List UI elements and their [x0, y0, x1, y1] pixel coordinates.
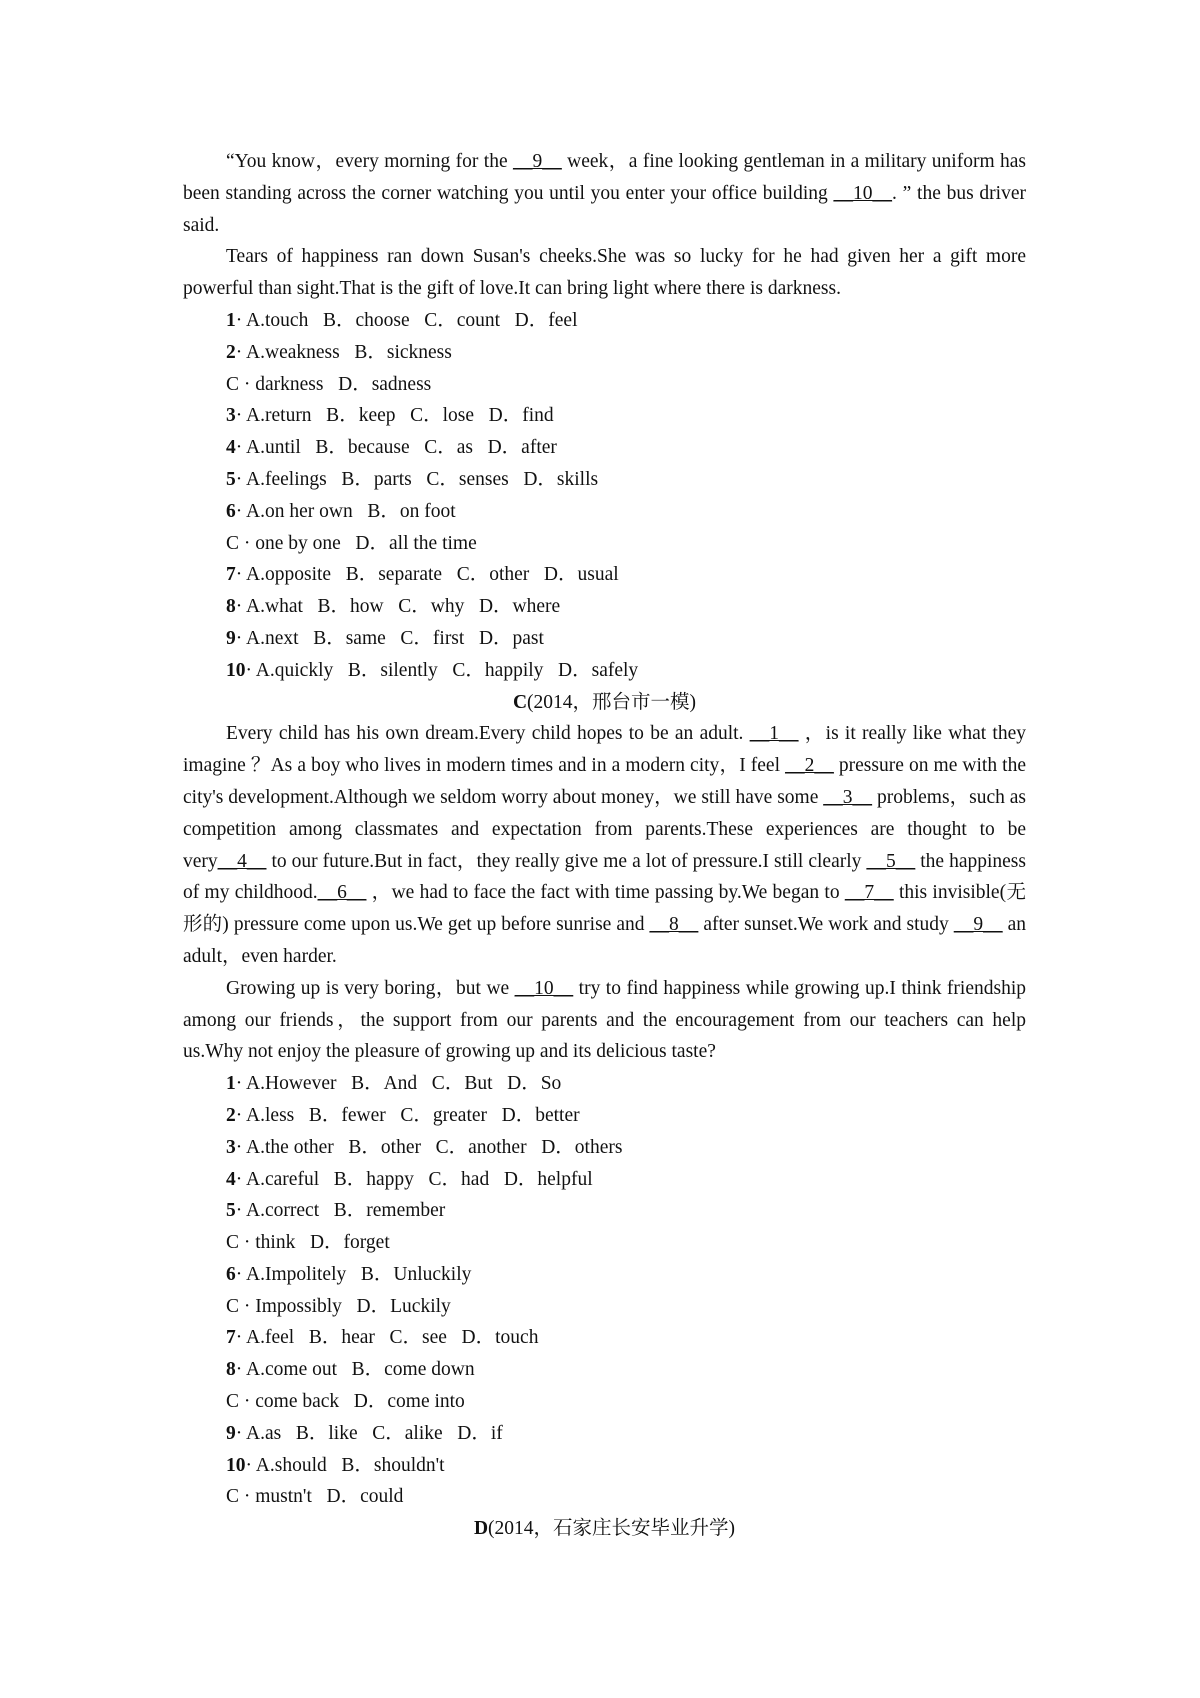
option-row-continued [226, 1227, 1026, 1259]
option-row [226, 591, 1026, 623]
option-text: · A.correct B．remember [235, 1200, 446, 1222]
option-text: · A.what B．how C．why D．where [235, 596, 561, 618]
blank-10: __10__ [833, 182, 892, 204]
option-text: · A.until B．because C．as D．after [235, 437, 557, 459]
option-text: · A.less B．fewer C．greater D．better [235, 1104, 580, 1126]
option-number: 8 [226, 1359, 236, 1381]
option-number: 2 [226, 1104, 236, 1126]
passage-c-options [183, 1068, 1026, 1513]
text-run: “You know，every morning for the [226, 151, 513, 172]
text-run: Every child has his own dream.Every child hopes to be an adult. [226, 723, 750, 745]
option-row-continued [226, 369, 1026, 401]
blank-6: __6__ [317, 882, 367, 904]
option-text: · A.touch B．choose C．count D．feel [235, 309, 578, 331]
option-number: 10 [226, 1454, 246, 1476]
option-text: C · Impossibly D．Luckily [226, 1295, 451, 1317]
option-row [226, 623, 1026, 655]
option-number: 6 [226, 500, 236, 522]
text-run: an adult，even harder. [183, 914, 1026, 967]
option-row [226, 655, 1026, 687]
option-text: · A.Impolitely B．Unluckily [235, 1263, 472, 1285]
section-c-heading [183, 687, 1026, 719]
option-row-continued [226, 1481, 1026, 1513]
option-row [226, 1259, 1026, 1291]
option-number: 5 [226, 468, 236, 490]
option-row [226, 1450, 1026, 1482]
option-number: 9 [226, 627, 236, 649]
option-row [226, 1322, 1026, 1354]
section-letter: C [512, 691, 528, 713]
text-run: . ” the bus driver said. [183, 182, 1026, 236]
option-row [226, 1195, 1026, 1227]
option-text: C · think D．forget [226, 1232, 390, 1254]
blank-1: __1__ [749, 723, 799, 745]
option-text: · A.next B．same C．first D．past [235, 627, 544, 649]
option-text: · A.weakness B．sickness [235, 341, 452, 363]
text-run: the happiness of my childhood. [183, 850, 1026, 904]
option-text: · A.quickly B．silently C．happily D．safely [245, 659, 639, 681]
option-row [226, 1418, 1026, 1450]
section-d-heading [183, 1513, 1026, 1545]
passage-c-paragraph-2 [183, 973, 1026, 1068]
option-row [226, 1100, 1026, 1132]
option-row-continued [226, 528, 1026, 560]
option-text: · A.careful B．happy C．had D．helpful [235, 1168, 593, 1190]
blank-5: __5__ [866, 850, 916, 872]
text-run: ，we had to face the fact with time passing by.We began to [366, 882, 845, 904]
option-text: · A.However B．And C．But D．So [235, 1073, 562, 1095]
option-text: C · come back D．come into [226, 1391, 465, 1413]
option-number: 1 [226, 1073, 236, 1095]
blank-2: __2__ [785, 755, 834, 777]
option-row [226, 1354, 1026, 1386]
option-text: · A.on her own B．on foot [235, 500, 456, 522]
option-number: 3 [226, 405, 236, 427]
blank-9: __9__ [513, 151, 562, 172]
option-number: 3 [226, 1136, 236, 1158]
option-number: 5 [226, 1200, 236, 1222]
text-run: problems，such as competition among classmates and expectation from parents.These experiences are thought to be very [183, 786, 1027, 872]
option-text: C · one by one D．all the time [226, 532, 477, 554]
document-page [183, 146, 1026, 1545]
blank-3: __3__ [823, 786, 873, 808]
option-row [226, 496, 1026, 528]
passage-c-paragraph-1 [183, 718, 1026, 972]
blank-9: __9__ [953, 914, 1003, 936]
text-run: ，is it really like what they imagine ？As a boy who lives in modern times and in a modern city，I feel [183, 723, 1026, 777]
option-number: 1 [226, 309, 236, 331]
option-row [226, 1164, 1026, 1196]
option-row-continued [226, 1386, 1026, 1418]
option-text: · A.should B．shouldn't [245, 1454, 445, 1476]
option-number: 2 [226, 341, 236, 363]
text-run: after sunset.We work and study [698, 914, 954, 936]
text-run: this invisible(无形的) pressure come upon us.We get up before sunrise and [183, 882, 1026, 936]
section-source: (2014，石家庄长安毕业升学) [488, 1518, 736, 1540]
text-run: Growing up is very boring，but we [226, 977, 515, 999]
option-row [226, 559, 1026, 591]
passage-b-options [183, 305, 1026, 687]
text-run: to our future.But in fact，they really give me a lot of pressure.I still clearly [266, 850, 867, 872]
blank-4: __4__ [217, 850, 267, 872]
option-number: 8 [226, 596, 236, 618]
option-text: C · darkness D．sadness [226, 373, 432, 395]
option-row [226, 1132, 1026, 1164]
option-number: 4 [226, 1168, 236, 1190]
option-number: 10 [226, 659, 246, 681]
option-row-continued [226, 1291, 1026, 1323]
text-run: week，a fine looking gentleman in a military uniform has been standing across the corner watching you until you enter your office building [183, 151, 1027, 204]
option-row [226, 464, 1026, 496]
option-row [226, 1068, 1026, 1100]
blank-10: __10__ [514, 977, 574, 999]
option-number: 7 [226, 564, 236, 586]
option-text: · A.as B．like C．alike D．if [235, 1422, 503, 1444]
blank-8: __8__ [649, 914, 699, 936]
text-run: try to find happiness while growing up.I think friendship among our friends，the support from our parents and the encouragement from our teachers can help us.Why not enjoy the pleasure of growing up and its delicious taste? [183, 977, 1026, 1063]
option-text: · A.opposite B．separate C．other D．usual [235, 564, 619, 586]
option-row [226, 337, 1026, 369]
blank-7: __7__ [844, 882, 894, 904]
option-row [226, 305, 1026, 337]
option-number: 7 [226, 1327, 236, 1349]
option-number: 9 [226, 1422, 236, 1444]
text-run: pressure on me with the city's development.Although we seldom worry about money，we still have some [183, 755, 1026, 808]
option-text: · A.feelings B．parts C．senses D．skills [235, 468, 599, 490]
option-number: 4 [226, 437, 236, 459]
passage-b-paragraph-1 [183, 146, 1026, 241]
option-text: · A.feel B．hear C．see D．touch [235, 1327, 539, 1349]
option-row [226, 400, 1026, 432]
option-number: 6 [226, 1263, 236, 1285]
passage-b-paragraph-2: Tears of happiness ran down Susan's cheeks.She was so lucky for he had given her a gift more powerful than sight.That is the gift of love.It can bring light where there is darkness. [183, 246, 1026, 300]
section-source: (2014，邢台市一模) [527, 691, 697, 713]
option-row [226, 432, 1026, 464]
option-text: C · mustn't D．could [226, 1486, 404, 1508]
section-letter: D [473, 1518, 489, 1540]
option-text: · A.the other B．other C．another D．others [235, 1136, 623, 1158]
option-text: · A.return B．keep C．lose D．find [235, 405, 554, 427]
option-text: · A.come out B．come down [235, 1359, 475, 1381]
